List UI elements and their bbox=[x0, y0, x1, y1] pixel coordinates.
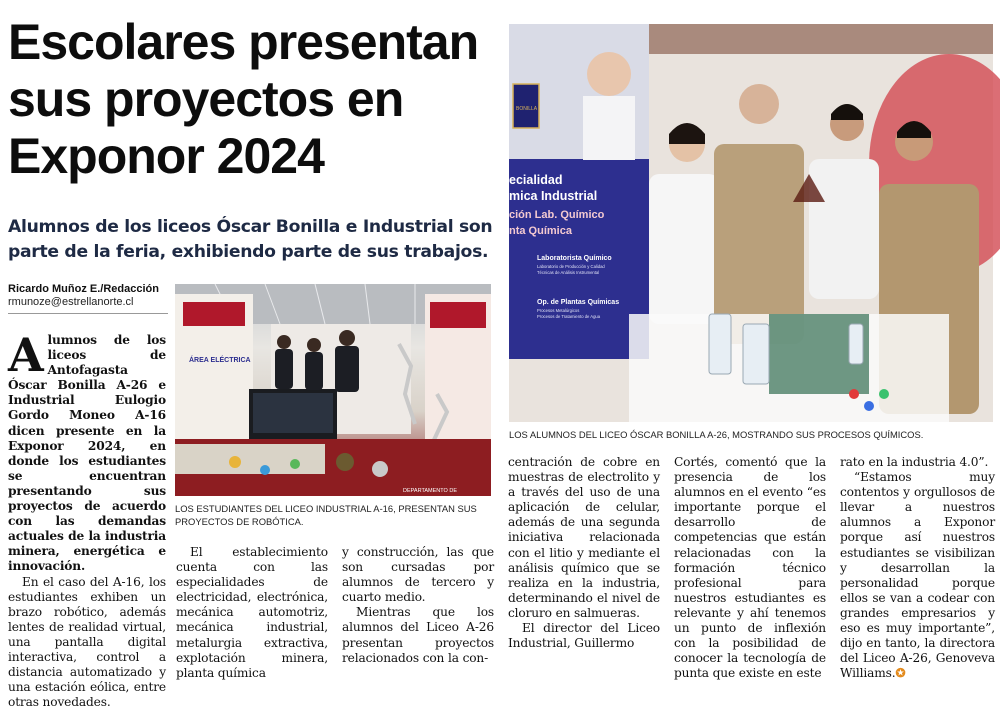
closing-text: “Estamos muy contentos y orgullosos de llevar a nuestros alumnos a Exponor porque así nuestros estudiantes se visibilizan y desarrollan la personalidad porque ellos se van a codear con grandes empresarios y eso es muy importante”, dijo en tanto, la directora del Liceo A-26, Genoveva Williams. bbox=[840, 470, 995, 680]
article-column-6 bbox=[840, 455, 995, 673]
photo2-banner-item2-sub2: Procesos de Tratamiento de Agua bbox=[537, 314, 601, 319]
lead-text: lumnos de los liceos de Antofagasta Óscar Bonilla A-26 e Industrial Eulogio Gordo Moneo A-16 dicen presente en la Exponor 2024, en donde los estudiantes se encuentran presentando sus proyectos de acuerdo con las demandas actuales de la industria minera, energética e innovación. bbox=[8, 333, 166, 573]
photo2-banner-item2-title: Op. de Plantas Químicas bbox=[537, 299, 619, 306]
paragraph-2: En el caso del A-16, los estudiantes exhiben un brazo robótico, además lentes de realidad virtual, una pantalla digital interactiva, control a distancia automatizado y una estación eólica, entre otras novedades. bbox=[8, 575, 166, 710]
caption-photo-1: LOS ESTUDIANTES DEL LICEO INDUSTRIAL A-16, PRESENTAN SUS PROYECTOS DE ROBÓTICA. bbox=[175, 502, 493, 528]
deck: Alumnos de los liceos Óscar Bonilla e Industrial son parte de la feria, exhibiendo parte de sus trabajos. bbox=[8, 215, 500, 265]
photo2-seal-text: BONILLA bbox=[516, 106, 538, 112]
photo2-banner-item1-sub2: Técnicas de Análisis Instrumental bbox=[537, 270, 599, 275]
photo2-banner-line-3: ción Lab. Químico bbox=[509, 209, 605, 221]
photo2-banner-line-1: ecialidad bbox=[509, 173, 563, 187]
end-mark-icon: ✪ bbox=[896, 666, 906, 680]
article-column-3 bbox=[342, 545, 494, 673]
photo-robotics-illustration bbox=[175, 284, 491, 496]
paragraph-3: El establecimiento cuenta con las especialidades de electricidad, electrónica, mecánica automotriz, mecánica industrial, metalurgia extractiva, explotación minera, planta química bbox=[176, 545, 328, 681]
dropcap: A bbox=[8, 335, 44, 375]
lead-paragraph bbox=[8, 333, 166, 575]
paragraph-4: y construcción, las que son cursadas por alumnos de tercero y cuarto medio. bbox=[342, 545, 494, 605]
paragraph-5: Mientras que los alumnos del Liceo A-26 presentan proyectos relacionados con la con- bbox=[342, 605, 494, 665]
photo2-banner-item1-sub1: Laboratorio de Producción y Calidad bbox=[537, 264, 605, 269]
headline: Escolares presentan sus proyectos en Exponor 2024 bbox=[8, 14, 500, 185]
photo-robotics-students bbox=[175, 284, 491, 496]
paragraph-9: rato en la industria 4.0”. bbox=[840, 455, 995, 470]
byline-divider bbox=[8, 313, 168, 314]
photo1-banner-text: ÁREA ELÉCTRICA bbox=[189, 355, 251, 364]
article-column-5 bbox=[674, 455, 826, 673]
article-column-1 bbox=[8, 333, 166, 671]
caption-photo-2: LOS ALUMNOS DEL LICEO ÓSCAR BONILLA A-26, MOSTRANDO SUS PROCESOS QUÍMICOS. bbox=[509, 428, 993, 441]
paragraph-10 bbox=[840, 470, 995, 681]
photo2-banner-line-2: mica Industrial bbox=[509, 189, 597, 203]
paragraph-7: El director del Liceo Industrial, Guillermo bbox=[508, 621, 660, 651]
photo-chemistry-students bbox=[509, 24, 993, 422]
photo2-banner-line-4: nta Química bbox=[509, 225, 573, 237]
photo2-banner-item2-sub1: Procesos Metalúrgicos bbox=[537, 308, 579, 313]
byline-author: Ricardo Muñoz E./Redacción bbox=[8, 283, 168, 296]
paragraph-8: Cortés, comentó que la presencia de los alumnos en el evento “es importante porque el desarrollo de competencias que están relacionadas con la formación técnico profesional para nuestros estudiantes es relevante y ahí tenemos un punto de inflexión con la posibilidad de conocer la tecnología de punta que existe en este bbox=[674, 455, 826, 681]
byline-email[interactable]: rmunoze@estrellanorte.cl bbox=[8, 296, 168, 309]
article-column-2 bbox=[176, 545, 328, 673]
photo-chemistry-illustration bbox=[509, 24, 993, 422]
photo2-banner-item1-title: Laboratorista Químico bbox=[537, 255, 612, 262]
article-column-4 bbox=[508, 455, 660, 673]
photo1-floor-sign: DEPARTAMENTO DE bbox=[403, 488, 457, 494]
byline bbox=[8, 283, 168, 309]
paragraph-6: centración de cobre en muestras de electrolito y a través del uso de una aplicación de celular, además de una segunda iniciativa relacionada con el litio y mediante el análisis químico que se realiza en la industria, determinando el nivel de cloruro en salmueras. bbox=[508, 455, 660, 621]
